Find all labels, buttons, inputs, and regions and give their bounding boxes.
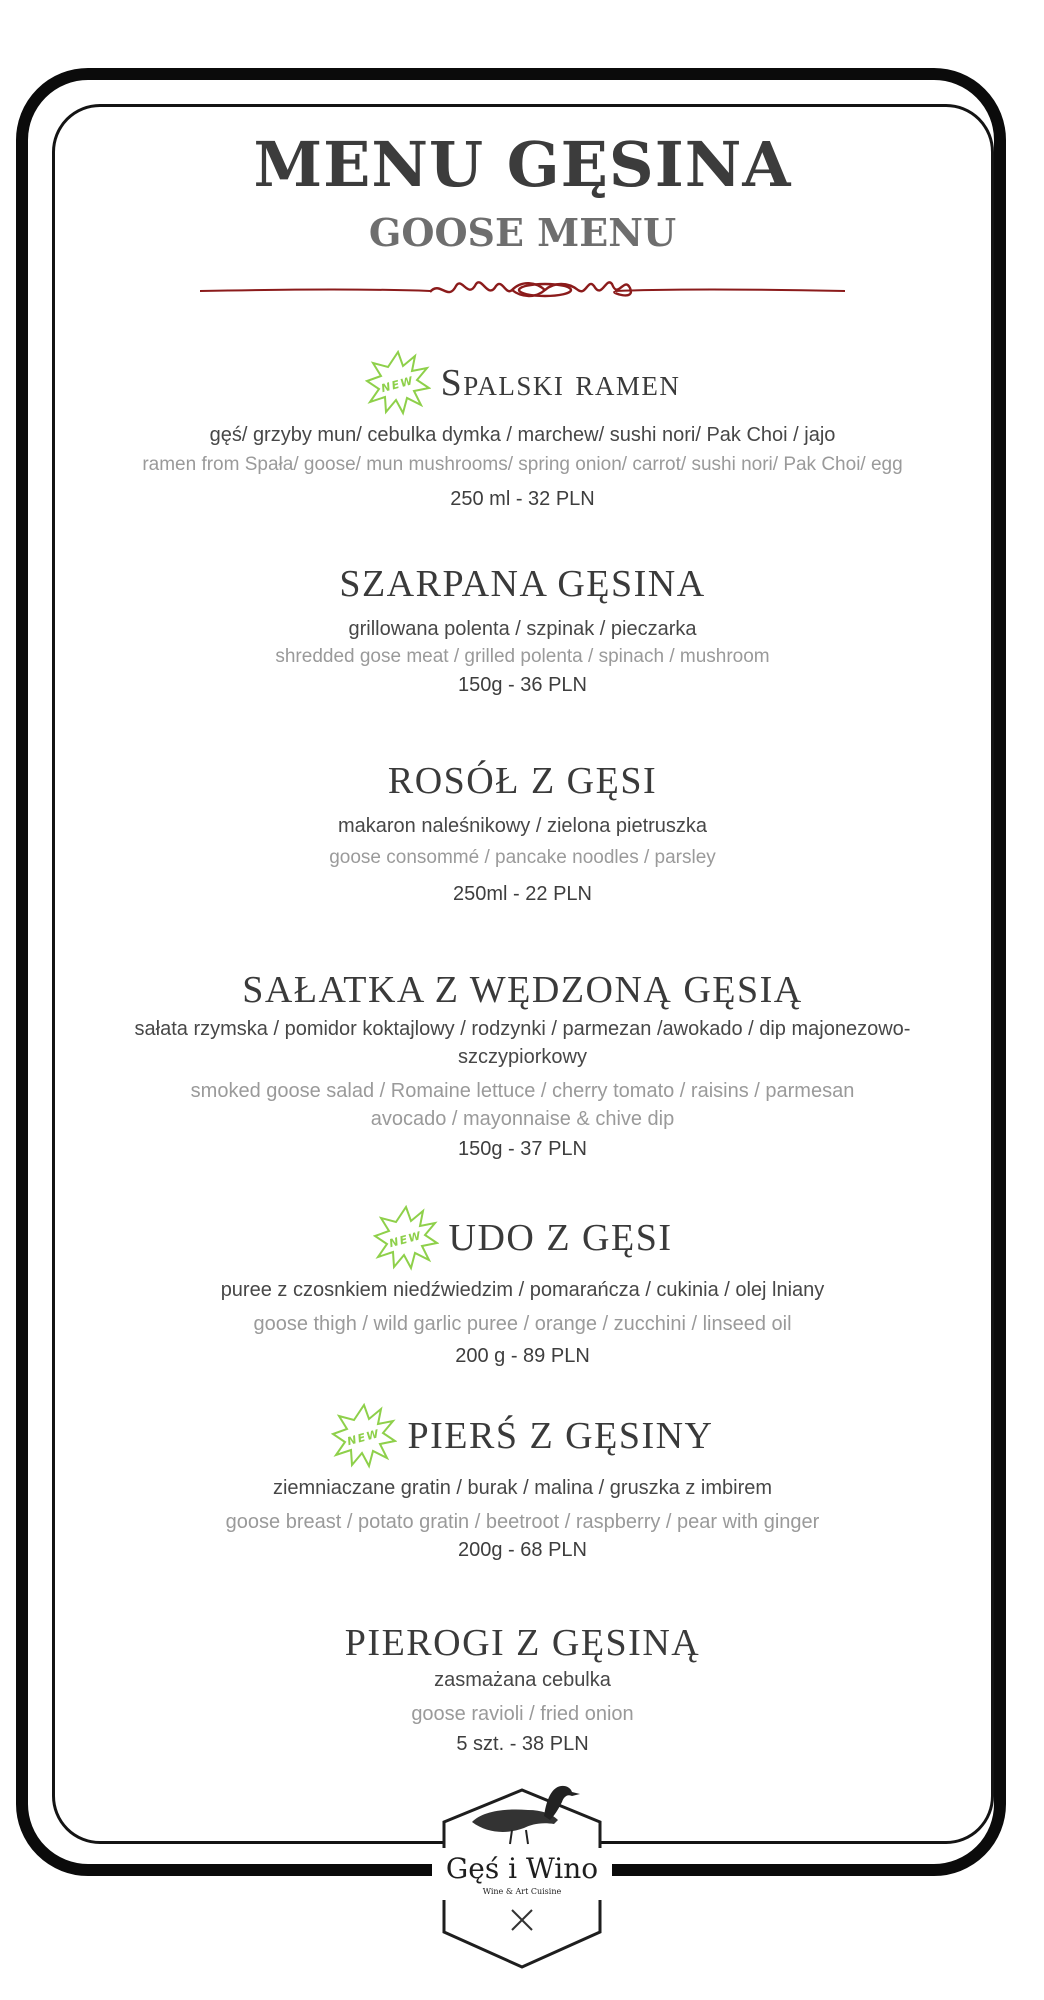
item-name <box>345 1620 700 1666</box>
menu-item <box>60 1620 985 1758</box>
item-description-pl: zasmażana cebulka <box>434 1669 611 1691</box>
svg-text:NEW: NEW <box>379 373 416 396</box>
item-name <box>339 561 705 607</box>
item-title: ROSÓŁ Z GĘSI <box>387 760 658 802</box>
item-price: 150g - 37 PLN <box>458 1138 587 1160</box>
item-description-en: goose ravioli / fried onion <box>411 1703 634 1725</box>
logo-name: Gęś i Wino <box>445 1852 599 1885</box>
item-description-en: goose thigh / wild garlic puree / orange / zucchini / linseed oil <box>253 1313 792 1335</box>
item-name <box>331 1403 713 1469</box>
item-description-en: shredded gose meat / grilled polenta / spinach / mushroom <box>275 646 770 667</box>
item-description-pl: grillowana polenta / szpinak / pieczarka <box>348 618 697 640</box>
svg-text:NEW: NEW <box>346 1426 382 1449</box>
logo-tagline: Wine & Art Cuisine <box>482 1887 562 1896</box>
menu-item <box>60 967 985 1163</box>
item-description-en: goose breast / potato gratin / beetroot / raspberry / pear with ginger <box>225 1511 820 1533</box>
item-title: SAŁATKA Z WĘDZONĄ GĘSIĄ <box>242 969 803 1011</box>
menu-item <box>60 1403 985 1564</box>
item-description-en: goose consommé / pancake noodles / parsley <box>329 847 716 868</box>
new-badge-icon <box>331 1403 397 1469</box>
item-name <box>388 758 657 804</box>
item-title: SZARPANA GĘSINA <box>339 563 706 605</box>
item-name <box>365 350 681 416</box>
menu-item <box>60 1205 985 1370</box>
item-name <box>242 967 803 1013</box>
menu-item <box>60 561 985 699</box>
item-price: 250 ml - 32 PLN <box>450 488 595 510</box>
item-title: PIEROGI Z GĘSINĄ <box>344 1622 701 1664</box>
item-price: 250ml - 22 PLN <box>453 883 592 905</box>
item-price: 200 g - 89 PLN <box>455 1345 590 1367</box>
new-badge-icon <box>373 1205 439 1271</box>
menu-title: MENU GĘSINA <box>253 128 792 201</box>
item-description-pl: gęś/ grzyby mun/ cebulka dymka / marchew/ sushi nori/ Pak Choi / jajo <box>209 424 836 446</box>
item-description-pl: ziemniaczane gratin / burak / malina / gruszka z imbirem <box>272 1477 773 1499</box>
item-title: PIERŚ Z GĘSINY <box>407 1415 714 1457</box>
ges-i-wino-logo <box>432 1762 612 1972</box>
new-badge-icon <box>365 350 431 416</box>
item-title: Spalski ramen <box>440 362 681 404</box>
item-description-en: ramen from Spała/ goose/ mun mushrooms/ spring onion/ carrot/ sushi nori/ Pak Choi/ egg <box>142 454 903 475</box>
item-description-en: smoked goose salad / Romaine lettuce / cherry tomato / raisins / parmesan avocado / mayonnaise & chive dip <box>190 1080 855 1130</box>
item-name <box>373 1205 673 1271</box>
menu-subtitle: GOOSE MENU <box>368 210 677 255</box>
menu-item <box>60 758 985 908</box>
svg-text:NEW: NEW <box>387 1228 423 1251</box>
item-price: 200g - 68 PLN <box>458 1539 587 1561</box>
item-title: UDO Z GĘSI <box>448 1217 673 1259</box>
item-description-pl: makaron naleśnikowy / zielona pietruszka <box>337 815 708 837</box>
item-price: 150g - 36 PLN <box>458 674 587 696</box>
item-description-pl: puree z czosnkiem niedźwiedzim / pomarańcza / cukinia / olej lniany <box>220 1279 825 1301</box>
flourish-divider <box>200 270 845 310</box>
item-description-pl: sałata rzymska / pomidor koktajlowy / rodzynki / parmezan /awokado / dip majonezowo-szczypiorkowy <box>134 1018 911 1068</box>
item-price: 5 szt. - 38 PLN <box>456 1733 589 1755</box>
menu-item <box>60 350 985 513</box>
